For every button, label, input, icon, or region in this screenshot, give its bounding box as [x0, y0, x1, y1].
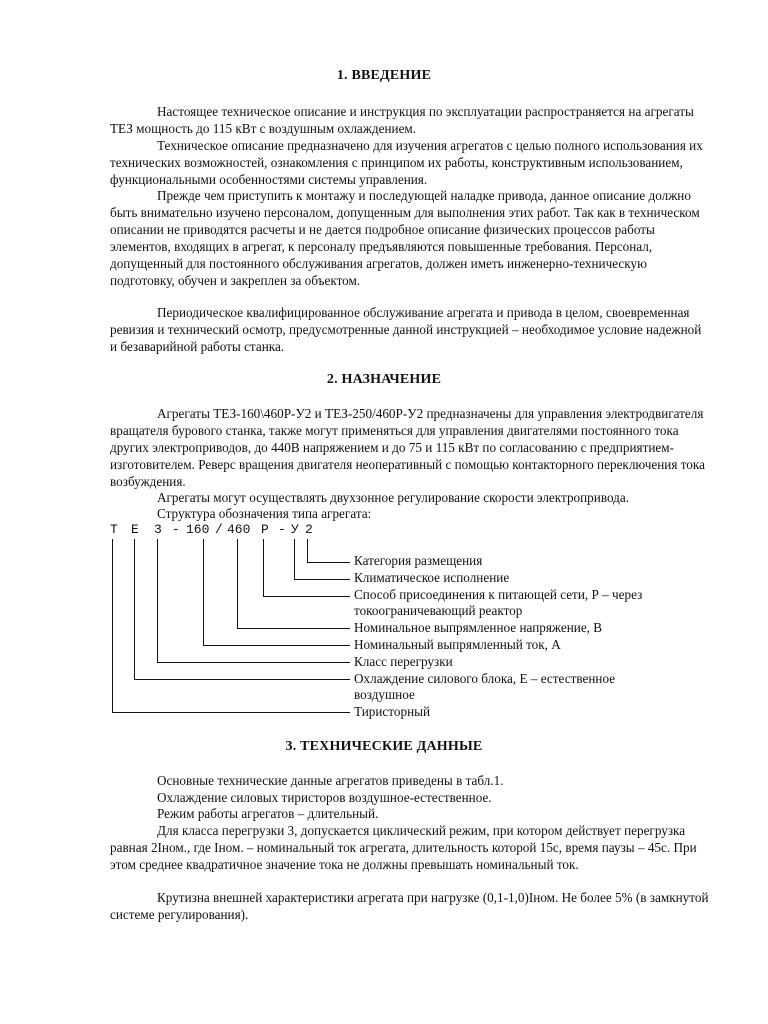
bracket-vertical-4 — [237, 539, 238, 628]
bracket-horizontal-8 — [112, 712, 350, 713]
code-part-dash-2: - — [278, 522, 286, 537]
intro-paragraph-4: Периодическое квалифицированное обслуживание агрегата и привода в целом, своевременная ревизия и технический осмотр, предусмотренные данной инструкцией – необходимое условие надежной и безаварийной работы станка. — [110, 305, 702, 354]
bracket-vertical-7 — [134, 539, 135, 679]
tech-line-1: Основные технические данные агрегатов приведены в табл.1. — [157, 773, 504, 788]
code-part-2: 2 — [305, 522, 313, 537]
tech-line-2: Охлаждение силовых тиристоров воздушное-естественное. — [157, 790, 492, 805]
tech-line-3: Режим работы агрегатов – длительный. — [157, 806, 379, 821]
intro-paragraph-2: Техническое описание предназначено для изучения агрегатов с целью полного использования их технических возможностей, ознакомления с принципом их работы, конструктивным использованием, функциональными особенностями системы управления. — [110, 138, 703, 187]
bracket-horizontal-6 — [157, 662, 350, 663]
legend-cooling-cont: воздушное — [354, 687, 415, 702]
legend-connection-method: Способ присоединения к питающей сети, Р – через — [354, 587, 643, 602]
code-part-u: У — [291, 522, 299, 537]
tech-paragraph-2: Крутизна внешней характеристики агрегата при нагрузке (0,1-1,0)Iном. Не более 5% (в замкнутой системе регулирования). — [110, 890, 709, 922]
code-part-e: Е — [131, 522, 139, 537]
bracket-vertical-5 — [203, 539, 204, 645]
legend-rated-voltage: Номинальное выпрямленное напряжение, В — [354, 620, 603, 635]
bracket-horizontal-4 — [237, 628, 350, 629]
purpose-structure-line: Структура обозначения типа агрегата: — [157, 506, 372, 521]
code-part-460: 460 — [227, 522, 251, 537]
bracket-horizontal-5 — [203, 645, 350, 646]
code-part-t: Т — [110, 522, 118, 537]
legend-connection-method-cont: токоограничевающий реактор — [354, 603, 523, 618]
bracket-vertical-6 — [157, 539, 158, 662]
code-part-slash: / — [215, 522, 223, 537]
code-part-3: 3 — [154, 522, 162, 537]
intro-heading: 1. ВВЕДЕНИЕ — [336, 68, 432, 83]
bracket-horizontal-2 — [294, 579, 350, 580]
intro-paragraph-1: Настоящее техническое описание и инструкция по эксплуатации распространяется на агрегаты ТЕЗ мощность до 115 кВт с воздушным охлаждением. — [110, 104, 694, 136]
legend-thyristor: Тиристорный — [354, 704, 431, 719]
purpose-paragraph-1: Агрегаты ТЕЗ-160\460Р-У2 и ТЕЗ-250/460Р-У2 предназначены для управления электродвигателя вращателя бурового станка, также могут применяться для управления двигателями постоянного тока других электроприводов, до 440В напряжением и до 75 и 115 кВт по согласованию с предприятием-изготовителем. Реверс вращения двигателя неоперативный с помощью контакторного переключения тока возбуждения. — [110, 406, 705, 489]
code-part-160: 160 — [186, 522, 210, 537]
tech-heading: 3. ТЕХНИЧЕСКИЕ ДАННЫЕ — [285, 739, 483, 754]
legend-cooling: Охлаждение силового блока, Е – естественное — [354, 671, 616, 686]
bracket-vertical-1 — [307, 539, 308, 562]
tech-paragraph-1: Для класса перегрузки 3, допускается циклический режим, при котором действует перегрузка равная 2Iном., где Iном. – номинальный ток агрегата, длительность которой 15с, время паузы – 45с. При этом среднее квадратичное значение тока не должны превышать номинальный ток. — [110, 823, 697, 872]
bracket-vertical-8 — [112, 539, 113, 712]
legend-placement-category: Категория размещения — [354, 553, 483, 568]
legend-climate: Климатическое исполнение — [354, 570, 510, 585]
bracket-horizontal-3 — [263, 596, 350, 597]
purpose-zone-line: Агрегаты могут осуществлять двухзонное регулирование скорости электропривода. — [157, 490, 630, 505]
bracket-horizontal-7 — [134, 679, 350, 680]
bracket-horizontal-1 — [307, 562, 350, 563]
code-part-dash-1: - — [172, 522, 180, 537]
code-part-p: Р — [261, 522, 269, 537]
bracket-vertical-2 — [294, 539, 295, 579]
purpose-heading: 2. НАЗНАЧЕНИЕ — [326, 372, 442, 387]
bracket-vertical-3 — [263, 539, 264, 596]
legend-rated-current: Номинальный выпрямленный ток, А — [354, 637, 561, 652]
intro-paragraph-3: Прежде чем приступить к монтажу и последующей наладке привода, данное описание должно быть внимательно изучено персоналом, допущенным для выполнения этих работ. Так как в техническом описании не приводятся расчеты и не дается подробное описание физических процессов работы элементов, входящих в агрегат, к персоналу предъявляются повышенные требования. Персонал, допущенный для постоянного обслуживания агрегатов, должен иметь инженерно-техническую подготовку, обучен и закреплен за объектом. — [110, 188, 700, 288]
legend-overload-class: Класс перегрузки — [354, 654, 453, 669]
